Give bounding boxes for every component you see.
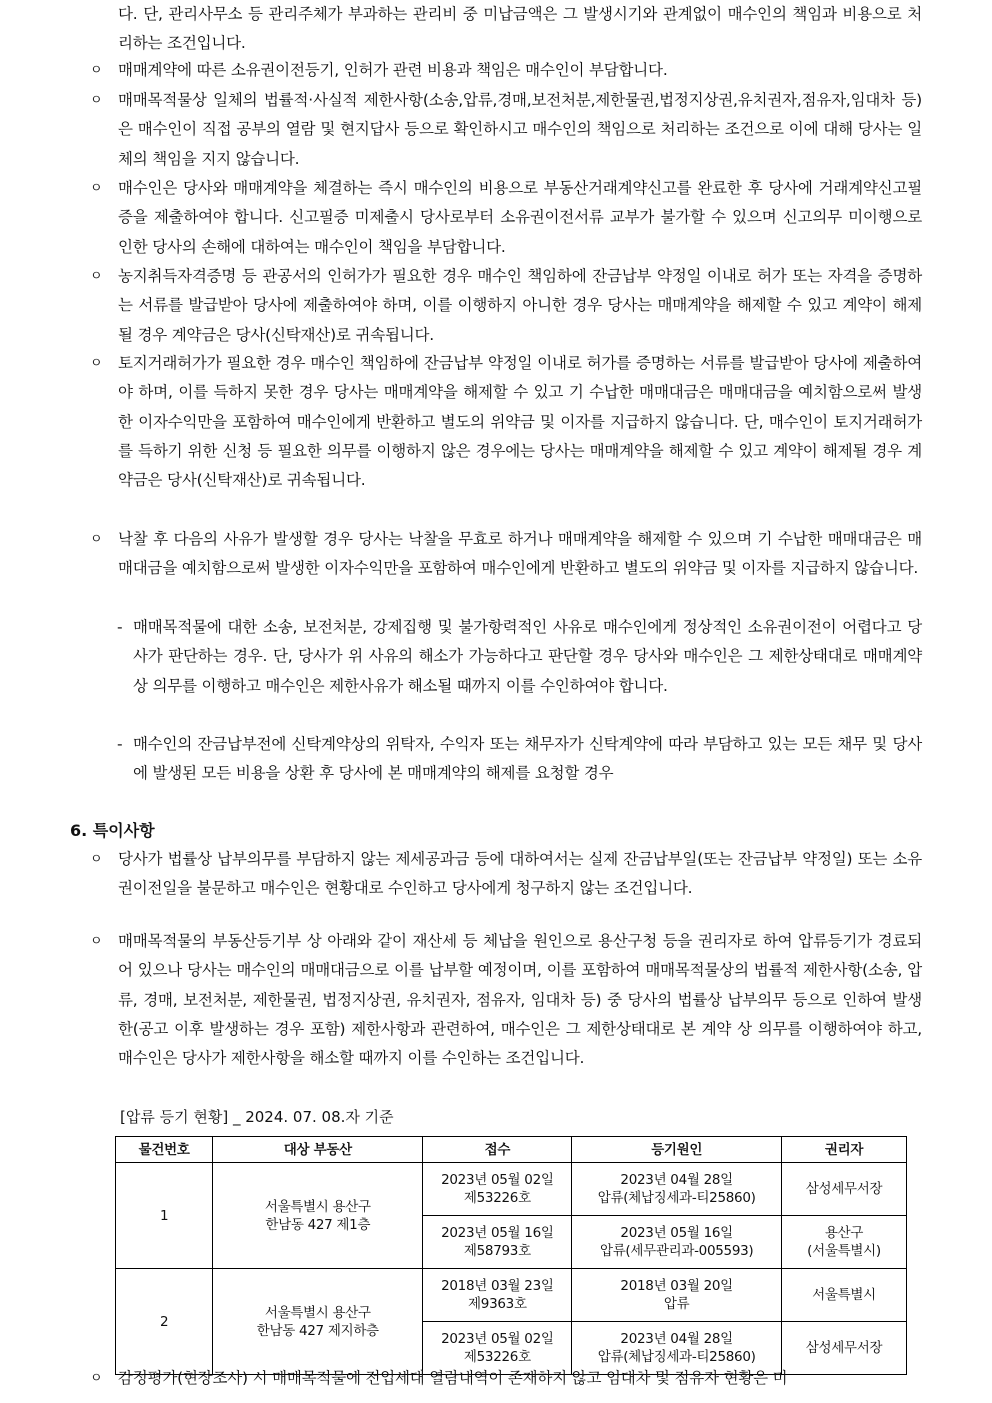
holder-cell bbox=[782, 1269, 907, 1322]
item-number-cell: 2 bbox=[116, 1269, 213, 1375]
holder-name: 서울특별시 bbox=[812, 1287, 876, 1303]
cause-cell bbox=[572, 1163, 782, 1216]
cause-date: 2023년 04월 28일 bbox=[620, 1331, 733, 1347]
cause-cell bbox=[572, 1269, 782, 1322]
paragraph-bid-cancellation: 낙찰 후 다음의 사유가 발생할 경우 당사는 낙찰을 무효로 하거나 매매계약을 해제할 수 있으며 기 수납한 매매대금은 매매대금을 예치함으로써 발생한 이자수익만을 포함하여 매수인에게 반환하고 별도의 위약금 및 이자를 지급하지 않습니다. bbox=[118, 530, 922, 578]
receipt-number: 제53226호 bbox=[463, 1349, 531, 1365]
bullet-icon: ㅇ bbox=[90, 269, 103, 284]
holder-name: 삼성세무서장 bbox=[805, 1181, 883, 1197]
cause-date: 2023년 05월 16일 bbox=[620, 1225, 733, 1241]
holder-cell bbox=[782, 1216, 907, 1269]
paragraph-continuation: 다. 단, 관리사무소 등 관리주체가 부과하는 관리비 중 미납금액은 그 발생시기와 관계없이 매수인의 책임과 비용으로 처리하는 조건입니다. bbox=[118, 5, 922, 53]
cause-text: 압류(체납징세과-티25860) bbox=[597, 1349, 756, 1365]
cause-text: 압류(체납징세과-티25860) bbox=[597, 1190, 756, 1206]
holder-name: 삼성세무서장 bbox=[805, 1340, 883, 1356]
cause-date: 2023년 04월 28일 bbox=[620, 1172, 733, 1188]
sub-item-early-repayment: 매수인의 잔금납부전에 신탁계약상의 위탁자, 수익자 또는 채무자가 신탁계약에 따라 부담하고 있는 모든 채무 및 당사에 발생된 모든 비용을 상환 후 당사에 본 매매계약의 해제를 요청할 경우 bbox=[133, 735, 922, 783]
receipt-date: 2023년 05월 02일 bbox=[441, 1331, 554, 1347]
bullet-icon: ㅇ bbox=[90, 934, 103, 949]
property-line: 한남동 427 제1층 bbox=[265, 1216, 371, 1233]
header-registration-cause: 등기원인 bbox=[572, 1137, 782, 1163]
paragraph-taxes: 당사가 법률상 납부의무를 부담하지 않는 제세공과금 등에 대하여서는 실제 잔금납부일(또는 잔금납부 약정일) 또는 소유권이전일을 불문하고 매수인은 현황대로 수인하고 당사에게 청구하지 않는 조건입니다. bbox=[118, 850, 922, 898]
receipt-date: 2023년 05월 16일 bbox=[441, 1225, 554, 1241]
header-receipt: 접수 bbox=[423, 1137, 572, 1163]
header-right-holder: 권리자 bbox=[782, 1137, 907, 1163]
paragraph-legal-restrictions: 매매목적물상 일체의 법률적·사실적 제한사항(소송,압류,경매,보전처분,제한물권,법정지상권,유치권자,점유자,임대차 등)은 매수인이 직접 공부의 열람 및 현지답사 등으로 확인하시고 매수인의 책임으로 처리하는 조건으로 이에 대해 당사는 일체의 책임을 지지 않습니다. bbox=[118, 91, 922, 168]
receipt-number: 제58793호 bbox=[463, 1243, 531, 1259]
property-line: 서울특별시 용산구 bbox=[264, 1304, 371, 1321]
receipt-number: 제53226호 bbox=[463, 1190, 531, 1206]
cause-text: 압류(세무관리과-005593) bbox=[599, 1243, 754, 1259]
seizure-table bbox=[115, 1136, 907, 1375]
bullet-icon: ㅇ bbox=[90, 93, 103, 108]
dash-marker: - bbox=[117, 735, 123, 753]
receipt-number: 제9363호 bbox=[468, 1296, 527, 1312]
cause-date: 2018년 03월 20일 bbox=[620, 1278, 733, 1294]
holder-name: 용산구 bbox=[824, 1225, 864, 1241]
paragraph-ownership-transfer: 매매계약에 따른 소유권이전등기, 인허가 관련 비용과 책임은 매수인이 부담합니다. bbox=[118, 61, 668, 79]
paragraph-appraisal: 감정평가(현장조사) 시 매매목적물에 전입세대 열람내역이 존재하지 않고 임대차 및 점유자 현황은 미 bbox=[118, 1369, 788, 1387]
holder-cell bbox=[782, 1163, 907, 1216]
bullet-icon: ㅇ bbox=[90, 181, 103, 196]
receipt-cell bbox=[423, 1163, 572, 1216]
paragraph-transaction-report: 매수인은 당사와 매매계약을 체결하는 즉시 매수인의 비용으로 부동산거래계약신고를 완료한 후 당사에 거래계약신고필증을 제출하여야 합니다. 신고필증 미제출시 당사로부터 소유권이전서류 교부가 불가할 수 있으며 신고의무 미이행으로 인한 당사의 손해에 대하여는 매수인이 책임을 부담합니다. bbox=[118, 179, 922, 256]
paragraph-farmland-permit: 농지취득자격증명 등 관공서의 인허가가 필요한 경우 매수인 책임하에 잔금납부 약정일 이내로 허가 또는 자격을 증명하는 서류를 발급받아 당사에 제출하여야 하며, 이를 이행하지 아니한 경우 당사는 매매계약을 해제할 수 있고 계약이 해제될 경우 계약금은 당사(신탁재산)로 귀속됩니다. bbox=[118, 267, 922, 344]
table-caption: [압류 등기 현황] _ 2024. 07. 08.자 기준 bbox=[120, 1108, 394, 1126]
header-property: 대상 부동산 bbox=[213, 1137, 423, 1163]
receipt-date: 2018년 03월 23일 bbox=[441, 1278, 554, 1294]
header-item-no: 물건번호 bbox=[116, 1137, 213, 1163]
sub-item-litigation: 매매목적물에 대한 소송, 보전처분, 강제집행 및 불가항력적인 사유로 매수인에게 정상적인 소유권이전이 어렵다고 당사가 판단하는 경우. 단, 당사가 위 사유의 해소가 가능하다고 판단할 경우 당사와 매수인은 그 제한상태대로 매매계약상 의무를 이행하고 매수인은 제한사유가 해소될 때까지 이를 수인하여야 합니다. bbox=[133, 618, 922, 695]
section-heading: 6. 특이사항 bbox=[70, 821, 155, 840]
receipt-cell bbox=[423, 1269, 572, 1322]
paragraph-seizure-registration: 매매목적물의 부동산등기부 상 아래와 같이 재산세 등 체납을 원인으로 용산구청 등을 권리자로 하여 압류등기가 경료되어 있으나 당사는 매수인의 매매대금으로 이를 납부할 예정이며, 이를 포함하여 매매목적물상의 법률적 제한사항(소송, 압류, 경매, 보전처분, 제한물권, 법정지상권, 유치권자, 점유자, 임대차 등) 중 당사의 법률상 납부의무 등으로 인하여 발생한(공고 이후 발생하는 경우 포함) 제한사항과 관련하여, 매수인은 그 제한상태대로 본 계약 상 의무를 이행하여야 하고, 매수인은 당사가 제한사항을 해소할 때까지 이를 수인하는 조건입니다. bbox=[118, 932, 922, 1068]
bullet-icon: ㅇ bbox=[90, 852, 103, 867]
table-row bbox=[116, 1269, 907, 1322]
dash-marker: - bbox=[117, 618, 123, 636]
cause-text: 압류 bbox=[663, 1296, 690, 1312]
table-header-row bbox=[116, 1137, 907, 1163]
paragraph-land-transaction-permit: 토지거래허가가 필요한 경우 매수인 책임하에 잔금납부 약정일 이내로 허가를 증명하는 서류를 발급받아 당사에 제출하여야 하며, 이를 득하지 못한 경우 당사는 매매계약을 해제할 수 있고 기 수납한 매매대금은 매매대금을 예치함으로써 발생한 이자수익만을 포함하여 매수인에게 반환하고 별도의 위약금 및 이자를 지급하지 않습니다. 단, 매수인이 토지거래허가를 득하기 위한 신청 등 필요한 의무를 이행하지 않은 경우에는 당사는 매매계약을 해제할 수 있고 계약이 해제될 경우 계약금은 당사(신탁재산)로 귀속됩니다. bbox=[118, 354, 922, 490]
receipt-date: 2023년 05월 02일 bbox=[441, 1172, 554, 1188]
item-number-cell: 1 bbox=[116, 1163, 213, 1269]
bullet-icon: ㅇ bbox=[90, 356, 103, 371]
receipt-cell bbox=[423, 1216, 572, 1269]
property-line: 한남동 427 제지하층 bbox=[256, 1322, 379, 1339]
property-line: 서울특별시 용산구 bbox=[264, 1198, 371, 1215]
bullet-icon: ㅇ bbox=[90, 63, 103, 78]
holder-detail: (서울특별시) bbox=[807, 1243, 881, 1259]
table-row bbox=[116, 1163, 907, 1216]
bullet-icon: ㅇ bbox=[90, 1371, 103, 1386]
cause-cell bbox=[572, 1216, 782, 1269]
property-cell bbox=[213, 1163, 423, 1269]
bullet-icon: ㅇ bbox=[90, 532, 103, 547]
property-cell bbox=[213, 1269, 423, 1375]
